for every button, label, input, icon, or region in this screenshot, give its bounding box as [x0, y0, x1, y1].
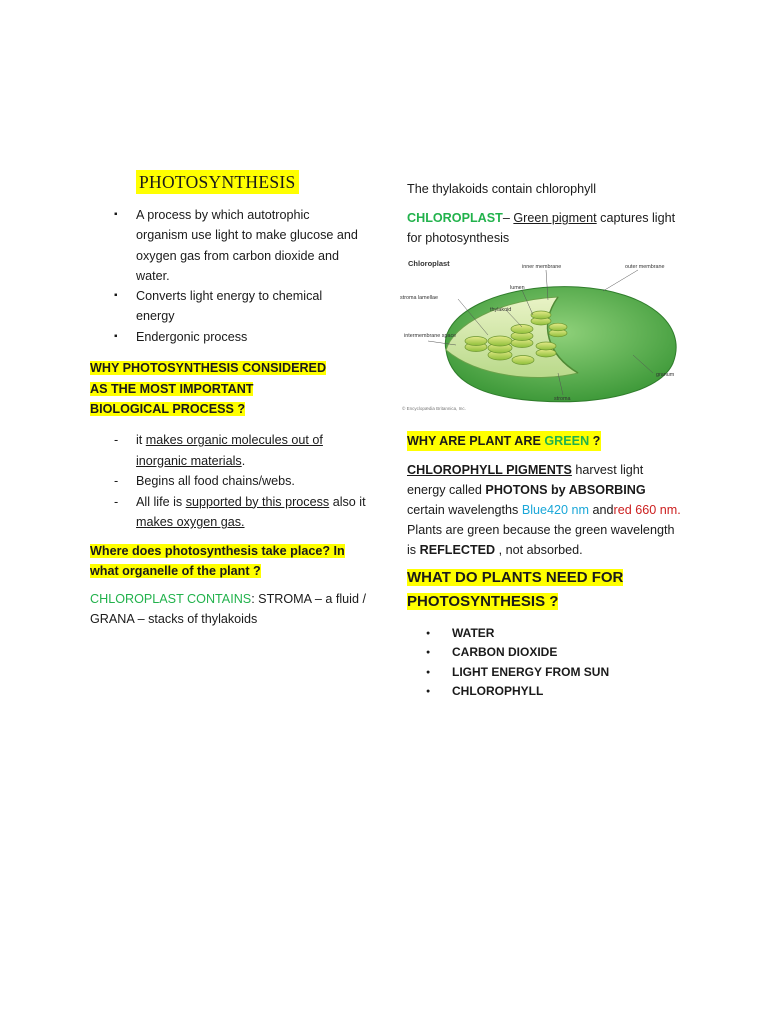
list-item — [112, 492, 372, 533]
pigments-text: Plants are green because the green wavelength is — [407, 523, 675, 557]
pigments-text: harvest light energy called — [407, 463, 644, 497]
point-text: All life is — [136, 494, 186, 509]
contains-label: CHLOROPLAST CONTAINS — [90, 592, 252, 606]
list-item: - Begins all food chains/webs. — [112, 471, 372, 492]
chloroplast-contains — [90, 589, 370, 629]
list-item: ▪ Endergonic process — [114, 327, 364, 347]
list-item: ▪ A process by which autotrophic organism use light to make glucose and oxygen gas from carbon dioxide and water. — [114, 205, 364, 286]
why-green-question — [407, 431, 601, 451]
importance-question-text: WHY PHOTOSYNTHESIS CONSIDERED AS THE MOST IMPORTANT BIOLOGICAL PROCESS ? — [90, 361, 327, 416]
pigments-and: and — [589, 503, 614, 517]
needs-heading-text: WHAT DO PLANTS NEED FOR PHOTOSYNTHESIS ? — [407, 569, 624, 610]
label-inner-membrane: inner membrane — [522, 264, 562, 270]
chloroplast-label: CHLOROPLAST — [407, 211, 503, 225]
why-green-word: GREEN — [544, 434, 590, 448]
label-intermembrane-space: intermembrane space — [404, 333, 457, 339]
pigments-text: , not absorbed. — [495, 543, 583, 557]
pigments-paragraph — [407, 460, 682, 560]
contains-text: : STROMA – a fluid / GRANA – stacks of thylakoids — [90, 592, 366, 626]
location-question — [90, 541, 360, 581]
red-wavelength: red 660 nm. — [613, 503, 681, 517]
chloroplast-diagram — [398, 255, 688, 415]
needs-heading — [407, 566, 657, 614]
chloroplast-statement — [407, 208, 677, 248]
label-lumen: lumen — [510, 285, 525, 291]
thylakoids-statement: The thylakoids contain chlorophyll — [407, 182, 597, 196]
list-item: ● CHLOROPHYLL — [426, 682, 609, 701]
green-pigment: Green pigment — [513, 211, 597, 225]
point-text: also it — [329, 494, 366, 509]
label-outer-membrane: outer membrane — [625, 264, 665, 270]
list-item: ● CARBON DIOXIDE — [426, 643, 609, 662]
point-underlined: makes oxygen gas. — [136, 515, 245, 529]
location-question-text: Where does photosynthesis take place? In what organelle of the plant ? — [90, 544, 345, 578]
point-text: . — [241, 453, 246, 468]
label-stroma-lamellae: stroma lamellae — [400, 295, 439, 301]
importance-question — [90, 358, 330, 420]
why-green-suffix: ? — [589, 434, 601, 448]
point-text: it — [136, 433, 146, 447]
pigments-reflected: REFLECTED — [419, 543, 496, 557]
pigments-photons: PHOTONS by ABSORBING — [485, 483, 646, 497]
importance-list — [112, 430, 372, 533]
why-green-prefix: WHY ARE PLANT ARE — [407, 434, 545, 448]
chloroplast-dash: – — [502, 211, 514, 225]
definition-list — [114, 205, 364, 347]
list-item: ● WATER — [426, 624, 609, 643]
label-thylakoid: thylakoid — [490, 307, 512, 313]
list-item — [112, 430, 372, 471]
list-item: ● LIGHT ENERGY FROM SUN — [426, 663, 609, 682]
list-item: ▪ Converts light energy to chemical energy — [114, 286, 364, 327]
pigments-term: CHLOROPHYLL PIGMENTS — [407, 463, 572, 477]
diagram-title: Chloroplast — [408, 259, 450, 268]
label-granum: granum — [656, 372, 675, 378]
blue-wavelength: Blue420 nm — [521, 503, 590, 517]
label-stroma: stroma — [554, 396, 571, 402]
diagram-copyright: © Encyclopædia Britannica, Inc. — [402, 406, 466, 411]
point-underlined: makes organic molecules out of inorganic materials — [136, 433, 323, 468]
point-underlined: supported by this process — [185, 494, 330, 509]
page-title: PHOTOSYNTHESIS — [136, 170, 299, 194]
needs-list — [426, 624, 609, 701]
pigments-text: certain wavelengths — [407, 503, 522, 517]
chloroplast-rest: captures light for photosynthesis — [407, 211, 676, 245]
